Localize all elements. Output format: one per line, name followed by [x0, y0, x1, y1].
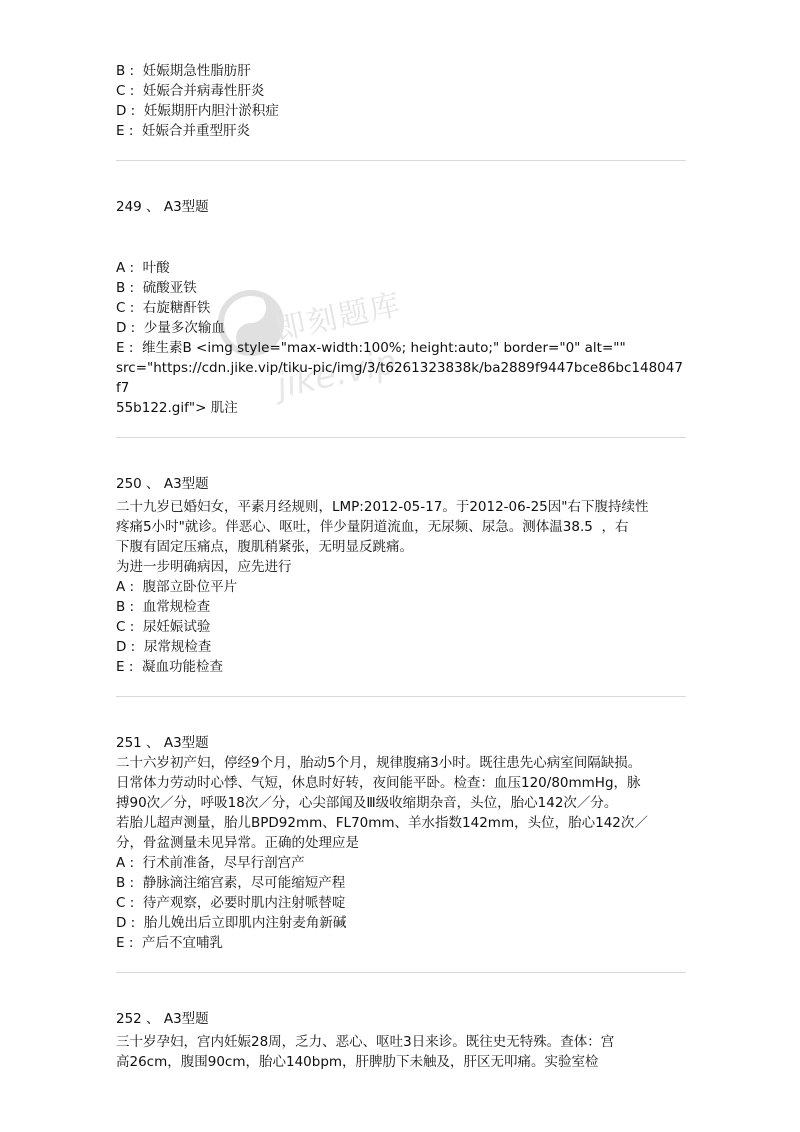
question-title: 250 、 A3型题 — [116, 476, 209, 492]
divider — [116, 972, 686, 973]
stem-line: 下腹有固定压痛点，腹肌稍紧张，无明显反跳痛。 — [116, 539, 413, 555]
question-options — [116, 258, 686, 418]
option-e: E : 凝血功能检查 — [116, 659, 223, 675]
question-list — [116, 61, 686, 1072]
question-252 — [116, 1009, 686, 1072]
option-c: C : 右旋糖酐铁 — [116, 300, 211, 316]
option-b: B : 血常规检查 — [116, 599, 211, 615]
option-c: C : 妊娠合并病毒性肝炎 — [116, 83, 265, 99]
stem-line: 二十九岁已婚妇女，平素月经规则，LMP:2012-05-17。于2012-06-25因"右下腹持续性 — [116, 499, 649, 515]
option-a: A : 腹部立卧位平片 — [116, 579, 238, 595]
divider — [116, 696, 686, 697]
question-options — [116, 853, 686, 953]
option-d: D : 妊娠期肝内胆汁淤积症 — [116, 103, 279, 119]
option-d: D : 胎儿娩出后立即肌内注射麦角新碱 — [116, 915, 347, 931]
option-b: B : 妊娠期急性脂肪肝 — [116, 63, 251, 79]
option-a: A : 叶酸 — [116, 260, 170, 276]
option-e: E : 维生素B <img style="max-width:100%; height:auto;" border="0" alt="" — [116, 340, 626, 356]
option-e: E : 妊娠合并重型肝炎 — [116, 123, 250, 139]
question-options — [116, 577, 686, 677]
question-title: 251 、 A3型题 — [116, 735, 209, 751]
stem-line: 日常体力劳动时心悸、气短，休息时好转，夜间能平卧。检查：血压120/80mmHg，脉 — [116, 775, 641, 791]
watermark-text-cn: 即刻题库 — [272, 286, 405, 348]
option-b: B : 静脉滴注缩宫素，尽可能缩短产程 — [116, 875, 346, 891]
divider — [116, 160, 686, 161]
question-249 — [116, 197, 686, 418]
question-stem — [116, 1032, 686, 1072]
stem-line: 搏90次／分，呼吸18次／分，心尖部闻及Ⅲ级收缩期杂音，头位，胎心142次／分。 — [116, 795, 618, 811]
option-e-continued: 55b122.gif"> 肌注 — [116, 400, 238, 416]
option-e-continued: src="https://cdn.jike.vip/tiku-pic/img/3/t6261323838k/ba2889f9447bce86bc148047f7 — [116, 360, 683, 396]
divider — [116, 437, 686, 438]
option-b: B : 硫酸亚铁 — [116, 280, 197, 296]
question-stem — [116, 497, 686, 577]
option-a: A : 行术前准备，尽早行剖宫产 — [116, 855, 305, 871]
option-c: C : 待产观察，必要时肌内注射哌替啶 — [116, 895, 346, 911]
watermark-text-en: jike.vip — [273, 341, 401, 407]
stem-line: 为进一步明确病因，应先进行 — [116, 559, 292, 575]
stem-line: 若胎儿超声测量，胎儿BPD92mm、FL70mm、羊水指数142mm，头位，胎心142次／ — [116, 815, 648, 831]
option-e: E : 产后不宜哺乳 — [116, 935, 223, 951]
option-d: D : 少量多次输血 — [116, 320, 225, 336]
question-title: 249 、 A3型题 — [116, 199, 209, 215]
question-stem — [116, 753, 686, 853]
question-251 — [116, 733, 686, 953]
option-c: C : 尿妊娠试验 — [116, 619, 211, 635]
stem-line: 分，骨盆测量未见异常。正确的处理应是 — [116, 835, 359, 851]
question-250 — [116, 474, 686, 677]
option-d: D : 尿常规检查 — [116, 639, 212, 655]
stem-line: 疼痛5小时"就诊。伴恶心、呕吐，伴少量阴道流血，无尿频、尿急。测体温38.5 ，右 — [116, 519, 629, 535]
stem-line: 高26cm，腹围90cm，胎心140bpm，肝脾肋下未触及，肝区无叩痛。实验室检 — [116, 1054, 599, 1070]
stem-line: 三十岁孕妇，宫内妊娠28周，乏力、恶心、呕吐3日来诊。既往史无特殊。查体：宫 — [116, 1034, 615, 1050]
question-248-options — [116, 61, 686, 141]
question-title: 252 、 A3型题 — [116, 1011, 209, 1027]
stem-line: 二十六岁初产妇，停经9个月，胎动5个月，规律腹痛3小时。既往患先心病室间隔缺损。 — [116, 755, 642, 771]
